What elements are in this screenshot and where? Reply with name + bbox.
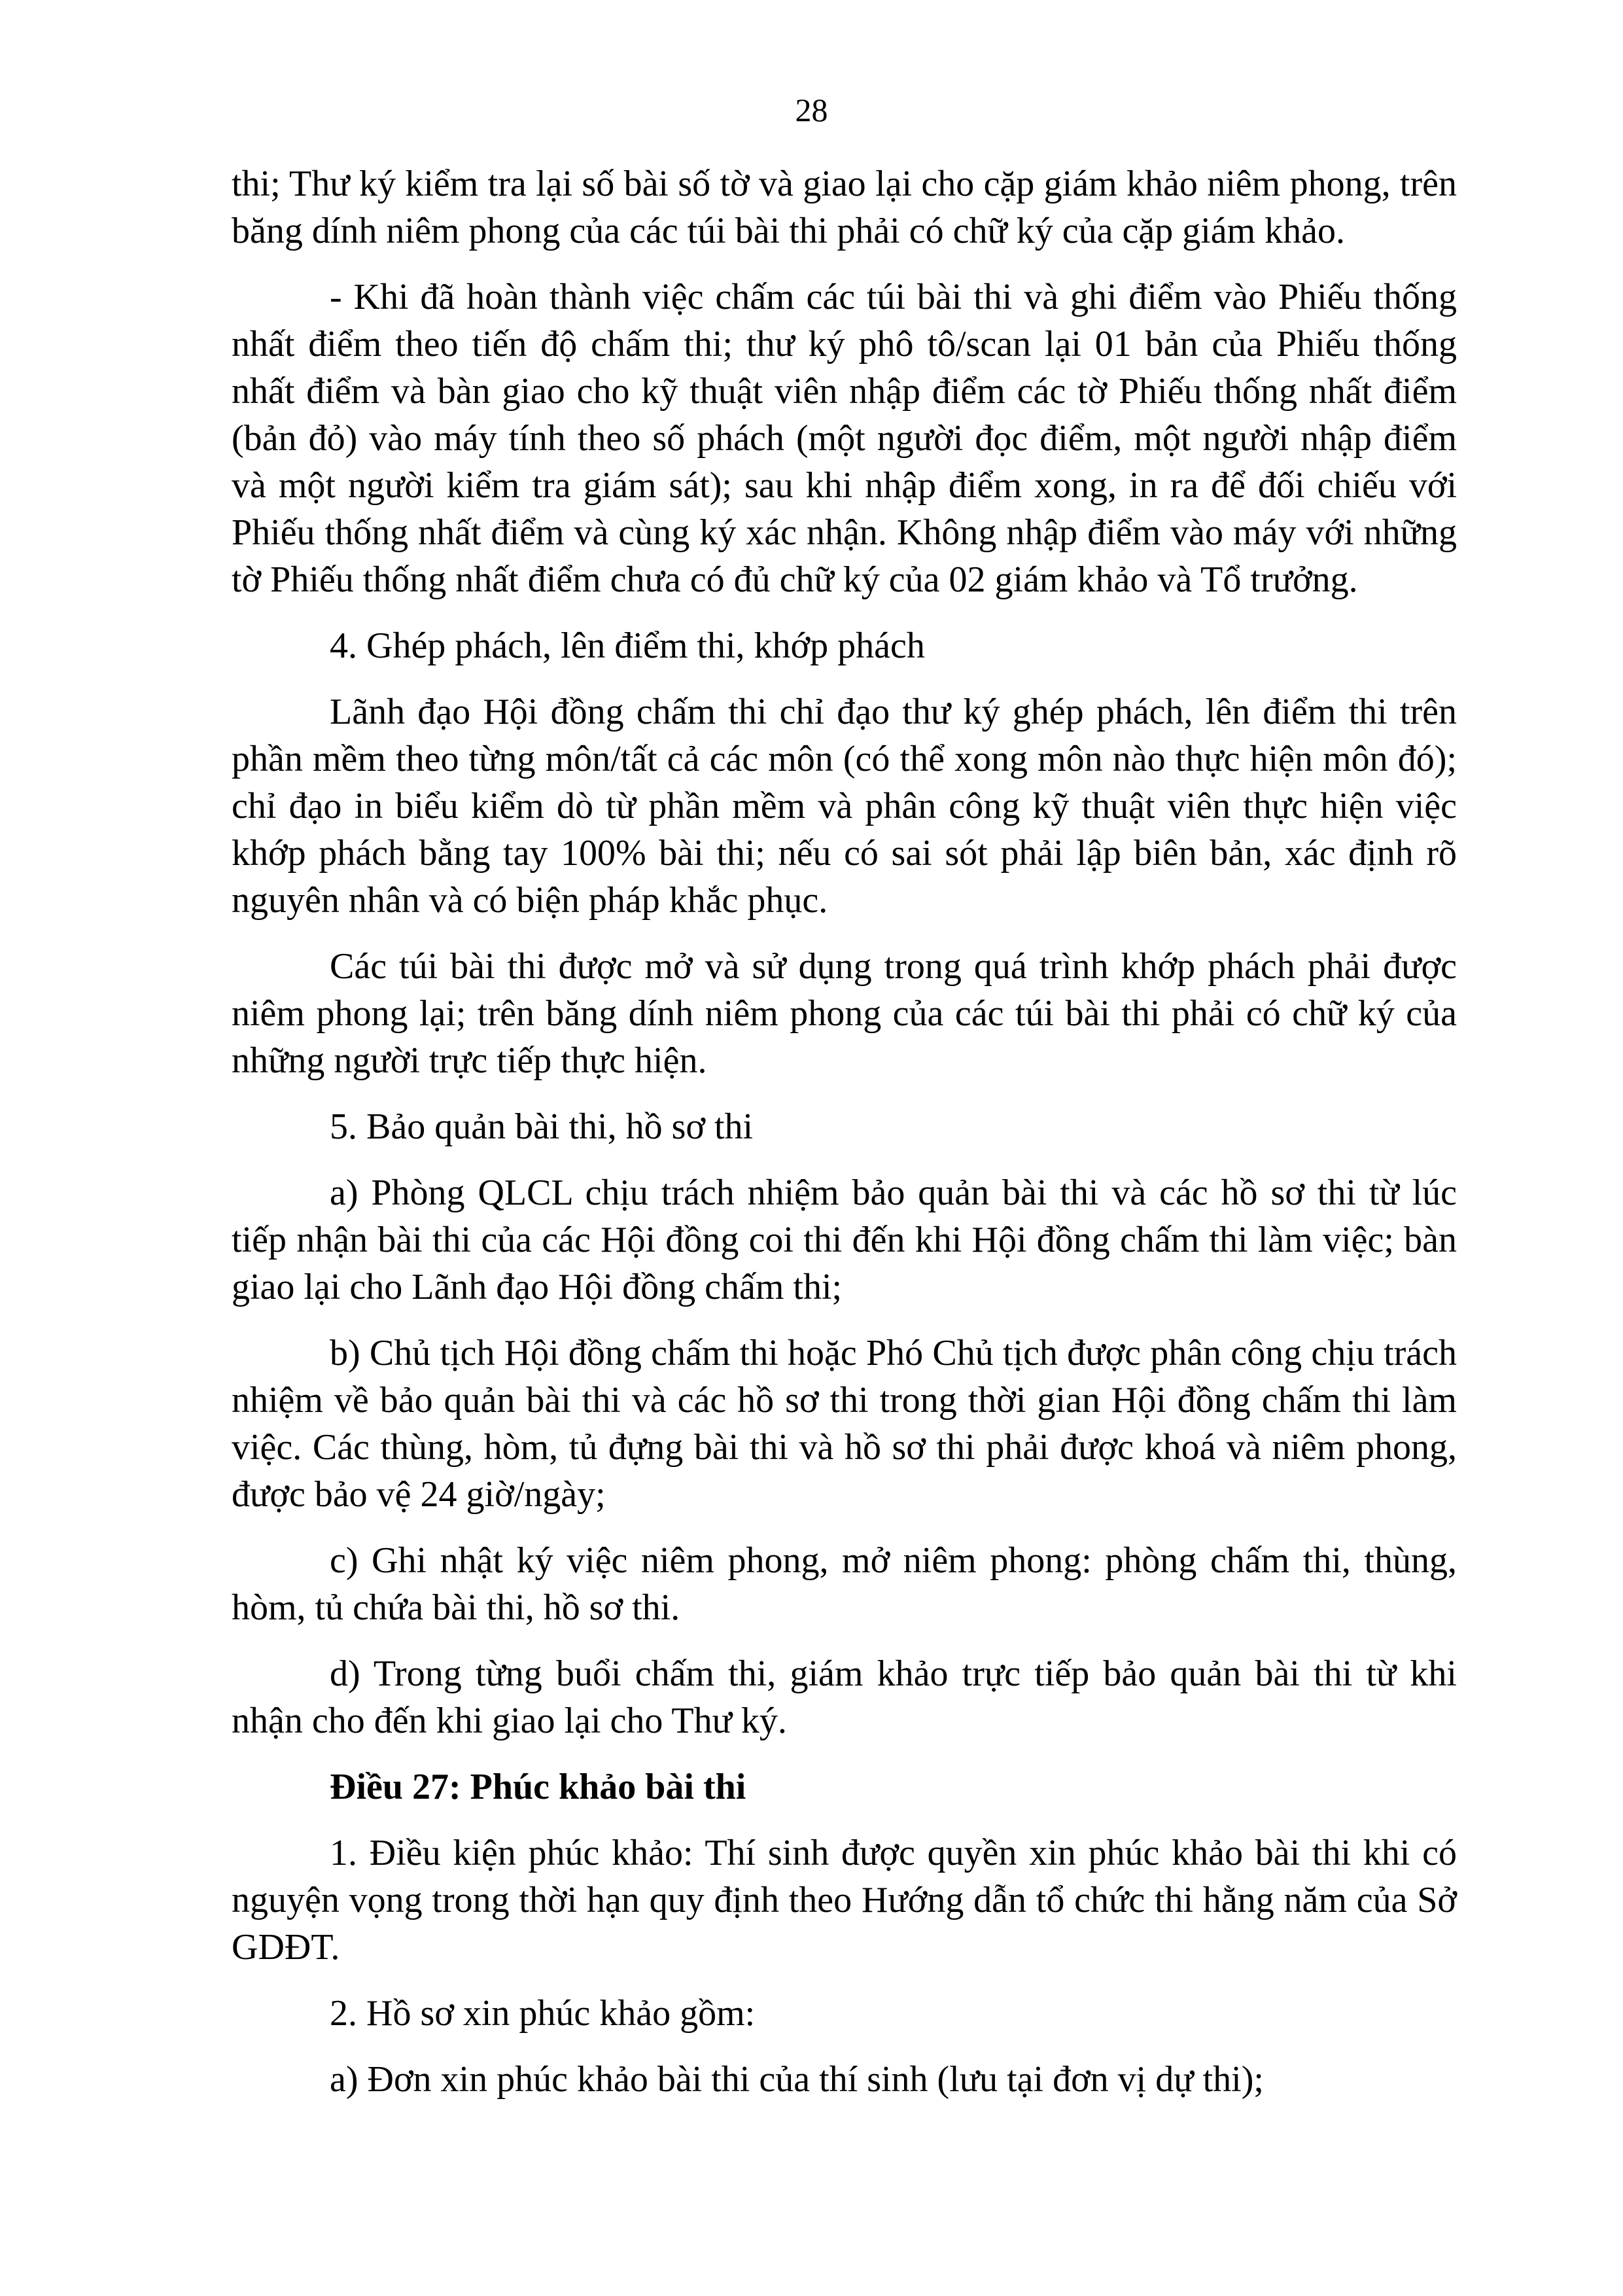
paragraph-matching: Lãnh đạo Hội đồng chấm thi chỉ đạo thư ký ghép phách, lên điểm thi trên phần mềm theo từng môn/tất cả các môn (có thể xong môn nào thực hiện môn đó); chỉ đạo in biểu kiểm dò từ phần mềm và phân công kỹ thuật viên thực hiện việc khớp phách bằng tay 100% bài thi; nếu có sai sót phải lập biên bản, xác định rõ nguyên nhân và có biện pháp khắc phục. — [232, 692, 1457, 921]
paragraph-resealing: Các túi bài thi được mở và sử dụng trong quá trình khớp phách phải được niêm phong lại; trên băng dính niêm phong của các túi bài thi phải có chữ ký của những người trực tiếp thực hiện. — [232, 946, 1457, 1081]
article-heading: Điều 27: Phúc khảo bài thi — [330, 1767, 746, 1807]
paragraph-conditions: 1. Điều kiện phúc khảo: Thí sinh được quyền xin phúc khảo bài thi khi có nguyện vọng trong thời hạn quy định theo Hướng dẫn tổ chức thi hằng năm của Sở GDĐT. — [232, 1833, 1457, 1968]
list-item-c: c) Ghi nhật ký việc niêm phong, mở niêm phong: phòng chấm thi, thùng, hòm, tủ chứa bài thi, hồ sơ thi. — [232, 1540, 1457, 1628]
paragraph-dossier: 2. Hồ sơ xin phúc khảo gồm: — [330, 1993, 756, 2034]
paragraph-continuation: thi; Thư ký kiểm tra lại số bài số tờ và giao lại cho cặp giám khảo niêm phong, trên băng dính niêm phong của các túi bài thi phải có chữ ký của cặp giám khảo. — [232, 164, 1457, 251]
list-item-a: a) Phòng QLCL chịu trách nhiệm bảo quản bài thi và các hồ sơ thi từ lúc tiếp nhận bài thi của các Hội đồng coi thi đến khi Hội đồng chấm thi làm việc; bàn giao lại cho Lãnh đạo Hội đồng chấm thi; — [232, 1173, 1457, 1307]
paragraph-application: a) Đơn xin phúc khảo bài thi của thí sinh (lưu tại đơn vị dự thi); — [330, 2059, 1264, 2100]
list-item-d: d) Trong từng buổi chấm thi, giám khảo trực tiếp bảo quản bài thi từ khi nhận cho đến khi giao lại cho Thư ký. — [232, 1653, 1457, 1741]
page-number: 28 — [795, 92, 828, 128]
document-body — [232, 160, 1457, 2122]
section-heading-4: 4. Ghép phách, lên điểm thi, khớp phách — [330, 626, 925, 666]
section-heading-5: 5. Bảo quản bài thi, hồ sơ thi — [330, 1106, 754, 1147]
list-item-b: b) Chủ tịch Hội đồng chấm thi hoặc Phó Chủ tịch được phân công chịu trách nhiệm về bảo quản bài thi và các hồ sơ thi trong thời gian Hội đồng chấm thi làm việc. Các thùng, hòm, tủ đựng bài thi và hồ sơ thi phải được khoá và niêm phong, được bảo vệ 24 giờ/ngày; — [232, 1333, 1457, 1515]
paragraph-score-entry: - Khi đã hoàn thành việc chấm các túi bài thi và ghi điểm vào Phiếu thống nhất điểm theo tiến độ chấm thi; thư ký phô tô/scan lại 01 bản của Phiếu thống nhất điểm và bàn giao cho kỹ thuật viên nhập điểm các tờ Phiếu thống nhất điểm (bản đỏ) vào máy tính theo số phách (một người đọc điểm, một người nhập điểm và một người kiểm tra giám sát); sau khi nhập điểm xong, in ra để đối chiếu với Phiếu thống nhất điểm và cùng ký xác nhận. Không nhập điểm vào máy với những tờ Phiếu thống nhất điểm chưa có đủ chữ ký của 02 giám khảo và Tổ trưởng. — [232, 277, 1457, 600]
